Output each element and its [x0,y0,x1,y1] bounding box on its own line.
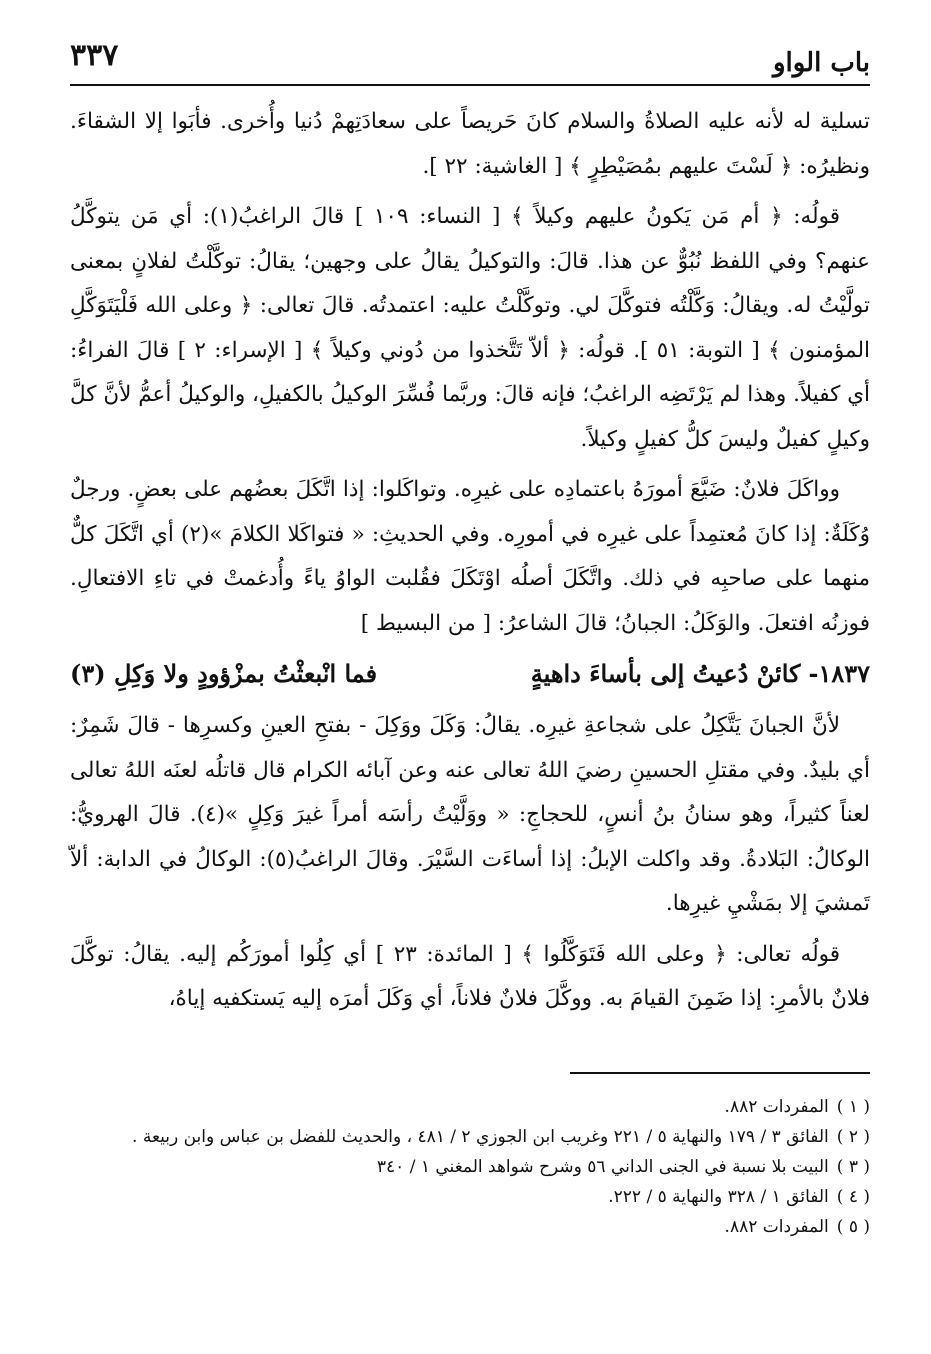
footnotes-section [70,1072,870,1242]
footnote-list [70,1092,870,1242]
footnote-divider [570,1072,870,1074]
footnote-number: ( ٥ ) [836,1217,870,1237]
verse-first-hemistich [531,652,870,696]
verse-first-text: كائنْ دُعيتُ إلى بأساءَ داهيةٍ [530,659,801,688]
main-text [70,100,870,1022]
footnote-text: الفائق ١ / ٣٢٨ والنهاية ٥ / ٢٢٢. [608,1187,829,1207]
paragraph-2: قولُه: ﴿ أم مَن يَكونُ عليهم وكيلاً ﴾ [ النساء: ١٠٩ ] قالَ الراغبُ(١): أي مَن يتوكَّلُ عنهم؟ وفي اللفظ نُبُوٌّ عن هذا. قالَ: والتوكيلُ يقالُ على وجهين؛ يقالُ: توكَّلْتُ لفلانٍ بمعنى تولَّيْتُ له. ويقالُ: وَكَّلْتُه فتوكَّلَ لي. وتوكَّلْتُ عليه: اعتمدتُه. قالَ تعالى: ﴿ وعلى الله فَلْيَتَوَكَّلِ المؤمنون ﴾ [ التوبة: ٥١ ]. قولُه: ﴿ ألاّ تَتَّخذوا من دُوني وكيلاً ﴾ [ الإسراء: ٢ ] قالَ الفراءُ: أي كفيلاً. وهذا لم يَرْتَضِه الراغبُ؛ فإنه قالَ: وربَّما فُسِّرَ الوكيلُ بالكفيلِ، والوكيلُ أعمُّ لأنَّ كلَّ وكيلٍ كفيلٌ وليسَ كلُّ كفيلٍ وكيلاً. [70,204,870,452]
page-header [70,32,870,86]
paragraph-5: قولُه تعالى: ﴿ وعلى الله فَتَوَكَّلُوا ﴾ [ المائدة: ٢٣ ] أي كِلُوا أمورَكُم إليه. يقالُ: توكَّلَ فلانٌ بالأمرِ: إذا ضَمِنَ القيامَ به. ووكَّلَ فلانٌ فلاناً، أي وَكَلَ أمرَه إليه يَستكفيه إياهُ، [70,941,870,1011]
document-page [70,32,870,1237]
verse-second-hemistich: فما انْبعثْتُ بمزْؤودٍ ولا وَكِلِ (٣) [70,659,378,688]
paragraph-3: وواكَلَ فلانٌ: ضَيَّعَ أمورَهُ باعتمادِه على غيرِه. وتواكَلوا: إذا اتَّكَلَ بعضُهم على بعضٍ. ورجلٌ وُكَلَةٌ: إذا كانَ مُعتمِداً على غيرِه في أمورِه. وفي الحديثِ: « فتواكَلا الكلامَ »(٢) أي اتَّكَلَ كلٌّ منهما على صاحبِه في ذلك. واتَّكَلَ أصلُه اوْتَكَلَ فقُلبت الواوُ ياءً وأُدغمتْ في تاءِ الافتعالِ. فوزنُه افتعلَ. والوَكَلُ: الجبانُ؛ قالَ الشاعرُ: [ من البسيط ] [70,477,870,636]
poetry-verse [70,652,870,696]
footnote-number: ( ٣ ) [836,1157,870,1177]
footnote-5 [70,1212,870,1242]
verse-number: ١٨٣٧- [808,659,870,688]
chapter-title: باب الواو [772,48,870,78]
footnote-text: المفردات ٨٨٢. [724,1217,829,1237]
paragraph-1: تسلية له لأنه عليه الصلاةُ والسلام كانَ حَريصاً على سعادَتِهمْ دُنيا وأُخرى. فأبَوا إلا الشقاءَ. ونظيرُه: ﴿ لَسْتَ عليهم بمُصَيْطِرٍ ﴾ [ الغاشية: ٢٢ ]. [70,109,870,179]
footnote-1 [70,1092,870,1122]
page-number: ٣٣٧ [70,38,119,73]
footnote-number: ( ٤ ) [836,1187,870,1207]
footnote-3 [70,1152,870,1182]
footnote-2 [70,1122,870,1152]
paragraph-4: لأنَّ الجبانَ يَتَّكِلُ على شجاعةِ غيرِه. يقالُ: وَكَلَ ووَكِلَ - بفتحِ العينِ وكسرِها - قالَ شَمِرٌ: أي بليدٌ. وفي مقتلِ الحسينِ رضيَ اللهُ تعالى عنه وعن آبائه الكرام قال قاتلُه لعنَه اللهُ تعالى لعناً كثيراً، وهو سنانُ بنُ أنسٍ، للحجاجِ: « ووَلَّيْتُ رأسَه أمراً غيرَ وَكِلٍ »(٤). قالَ الهرويُّ: الوكالُ: البَلادةُ. وقد واكلت الإبلُ: إذا أساءَت السَّيْرَ. وقالَ الراغبُ(٥): الوكالُ في الدابة: ألاّ تَمشيَ إلا بمَشْيِ غيرِها. [70,713,870,916]
footnote-text: المفردات ٨٨٢. [724,1097,829,1117]
footnote-4 [70,1182,870,1212]
footnote-text: الفائق ٣ / ١٧٩ والنهاية ٥ / ٢٢١ وغريب ابن الجوزي ٢ / ٤٨١ ، والحديث للفضل بن عباس وابن ربيعة . [132,1127,829,1147]
footnote-number: ( ٢ ) [836,1127,870,1147]
footnote-number: ( ١ ) [836,1097,870,1117]
footnote-text: البيت بلا نسبة في الجنى الداني ٥٦ وشرح شواهد المغني ١ / ٣٤٠ [376,1157,829,1177]
